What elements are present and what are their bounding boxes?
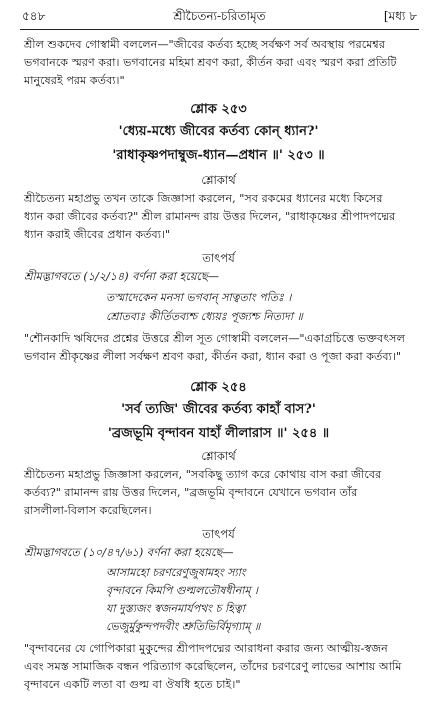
quote-line: আসামহো চরণরেণুজুষামহং স্যাং xyxy=(106,566,246,579)
text-line: ধ্যান করা জীবের কর্তব্য?" শ্রীল রামানন্দ রায় উত্তর দিলেন, "রাধাকৃষ্ণের শ্রীপাদপদ্মের xyxy=(24,210,396,223)
quote-line: ভেজুর্মুকুন্দপদবীং শ্রুতিভির্বিমৃগ্যাম্ ॥ xyxy=(106,620,261,633)
text-line: ভগবানকে স্মরণ করা। ভগবানের মহিমা শ্রবণ করা, কীর্তন করা এবং স্মরণ করা প্রতিটি xyxy=(24,56,397,69)
text-line: শ্রীচৈতন্য মহাপ্রভু জিজ্ঞাসা করলেন, "সবকিছু ত্যাগ করে কোথায় বাস করা জীবের xyxy=(24,468,382,481)
sloka-254-verse-line-1: 'সর্ব ত্যজি' জীবের কর্তব্য কাহাঁ বাস?' xyxy=(121,402,316,417)
page-header xyxy=(22,8,417,24)
text-line: রাসলীলা-বিলাস করেছিলেন। xyxy=(24,504,152,517)
section-label: [মধ্য ৮ xyxy=(383,9,417,23)
book-title: শ্রীচৈতন্য-চরিতামৃত xyxy=(173,9,266,23)
sloka-254-purport-label: তাৎপর্য xyxy=(202,527,235,541)
text-line: শ্রীচৈতন্য মহাপ্রভু তখন তাকে জিজ্ঞাসা করলেন, "সব রকমের ধ্যানের মধ্যে কিসের xyxy=(24,192,383,205)
sloka-253-purport-label: তাৎপর্য xyxy=(202,251,235,265)
page-number: ৫৪৮ xyxy=(22,9,46,23)
text-line: মানুষেরই পরম কর্তব্য।" xyxy=(24,74,125,87)
sloka-253-verse-line-1: 'ধ্যেয়-মধ্যে জীবের কর্তব্য কোন্ ধ্যান?' xyxy=(118,124,319,139)
text-line: বৃন্দাবনে একটি লতা বা গুল্ম বা ঔষধি হতে চাই।" xyxy=(24,678,241,691)
text-line: কর্তব্য?" রামানন্দ রায় উত্তর দিলেন, "ব্রজভূমি বৃন্দাবনে যেখানে ভগবান তাঁর xyxy=(24,486,358,499)
sloka-253-reference: শ্রীমদ্ভাগবতে (১/২/১৪) বর্ণনা করা হয়েছে— xyxy=(24,270,219,283)
text-line: "শৌনকাদি ঋষিদের প্রশ্নের উত্তরে শ্রীল সূত গোস্বামী বললেন—"একাগ্রচিত্তে ভক্তবৎসল xyxy=(24,332,405,345)
text-line: ভগবান শ্রীকৃষ্ণের লীলা সর্বক্ষণ শ্রবণ করা, কীর্তন করা, ধ্যান করা ও পূজা করা কর্তব্য।" xyxy=(24,350,402,363)
text-line: "বৃন্দাবনের যে গোপিকারা মুকুন্দের শ্রীপাদপদ্মের আরাধনা করার জন্য আত্মীয়-স্বজন xyxy=(24,642,388,655)
sloka-253-translation-label: শ্লোকার্থ xyxy=(201,173,236,187)
opening-paragraph xyxy=(24,36,413,90)
sloka-254-heading: শ্লোক ২৫৪ xyxy=(190,380,247,395)
sloka-254-explanation xyxy=(24,640,413,694)
sloka-254-translation xyxy=(24,466,413,520)
quote-line: বৃন্দাবনে কিমপি গুল্মলতৌষধীনাম্ । xyxy=(106,584,258,597)
sloka-254-verse-line-2: 'ব্রজভূমি বৃন্দাবন যাহাঁ লীলারাস ॥' ২৫৪ ॥ xyxy=(107,426,330,441)
text-line: শ্রীল শুকদেব গোস্বামী বললেন—"জীবের কর্তব্য হচ্ছে সর্বক্ষণ সর্ব অবস্থায় পরমেশ্বর xyxy=(24,38,385,51)
sloka-254-reference: শ্রীমদ্ভাগবতে (১০/৪৭/৬১) বর্ণনা করা হয়েছে— xyxy=(24,546,234,559)
quote-line: তস্মাদেকেন মনসা ভগবান্ সাত্বতাং পতিঃ । xyxy=(106,291,292,304)
text-line: ধ্যান করাই জীবের প্রধান কর্তব্য।" xyxy=(24,228,171,241)
sloka-253-verse-line-2: 'রাধাকৃষ্ণপদাম্বুজ-ধ্যান—প্রধান ॥' ২৫৩ ॥ xyxy=(112,148,325,163)
sloka-253-explanation xyxy=(24,330,413,366)
quote-line: শ্রোতব্যঃ কীর্তিতব্যশ্চ ধ্যেয়ঃ পূজ্যশ্চ নিত্যদা ॥ xyxy=(106,310,303,323)
sloka-253-translation xyxy=(24,190,413,244)
sloka-254-translation-label: শ্লোকার্থ xyxy=(201,449,236,463)
sloka-253-quote xyxy=(106,288,417,326)
text-line: এবং সমস্ত সামাজিক বন্ধন পরিত্যাগ করেছিলেন, তাঁদের চরণরেণু লাভের আশায় আমি xyxy=(24,660,402,673)
quote-line: যা দুস্ত্যজং স্বজনমার্যপথং চ হিত্বা xyxy=(106,602,245,615)
sloka-253-heading: শ্লোক ২৫৩ xyxy=(190,102,247,117)
header-rule xyxy=(20,29,419,30)
sloka-254-quote xyxy=(106,564,417,636)
